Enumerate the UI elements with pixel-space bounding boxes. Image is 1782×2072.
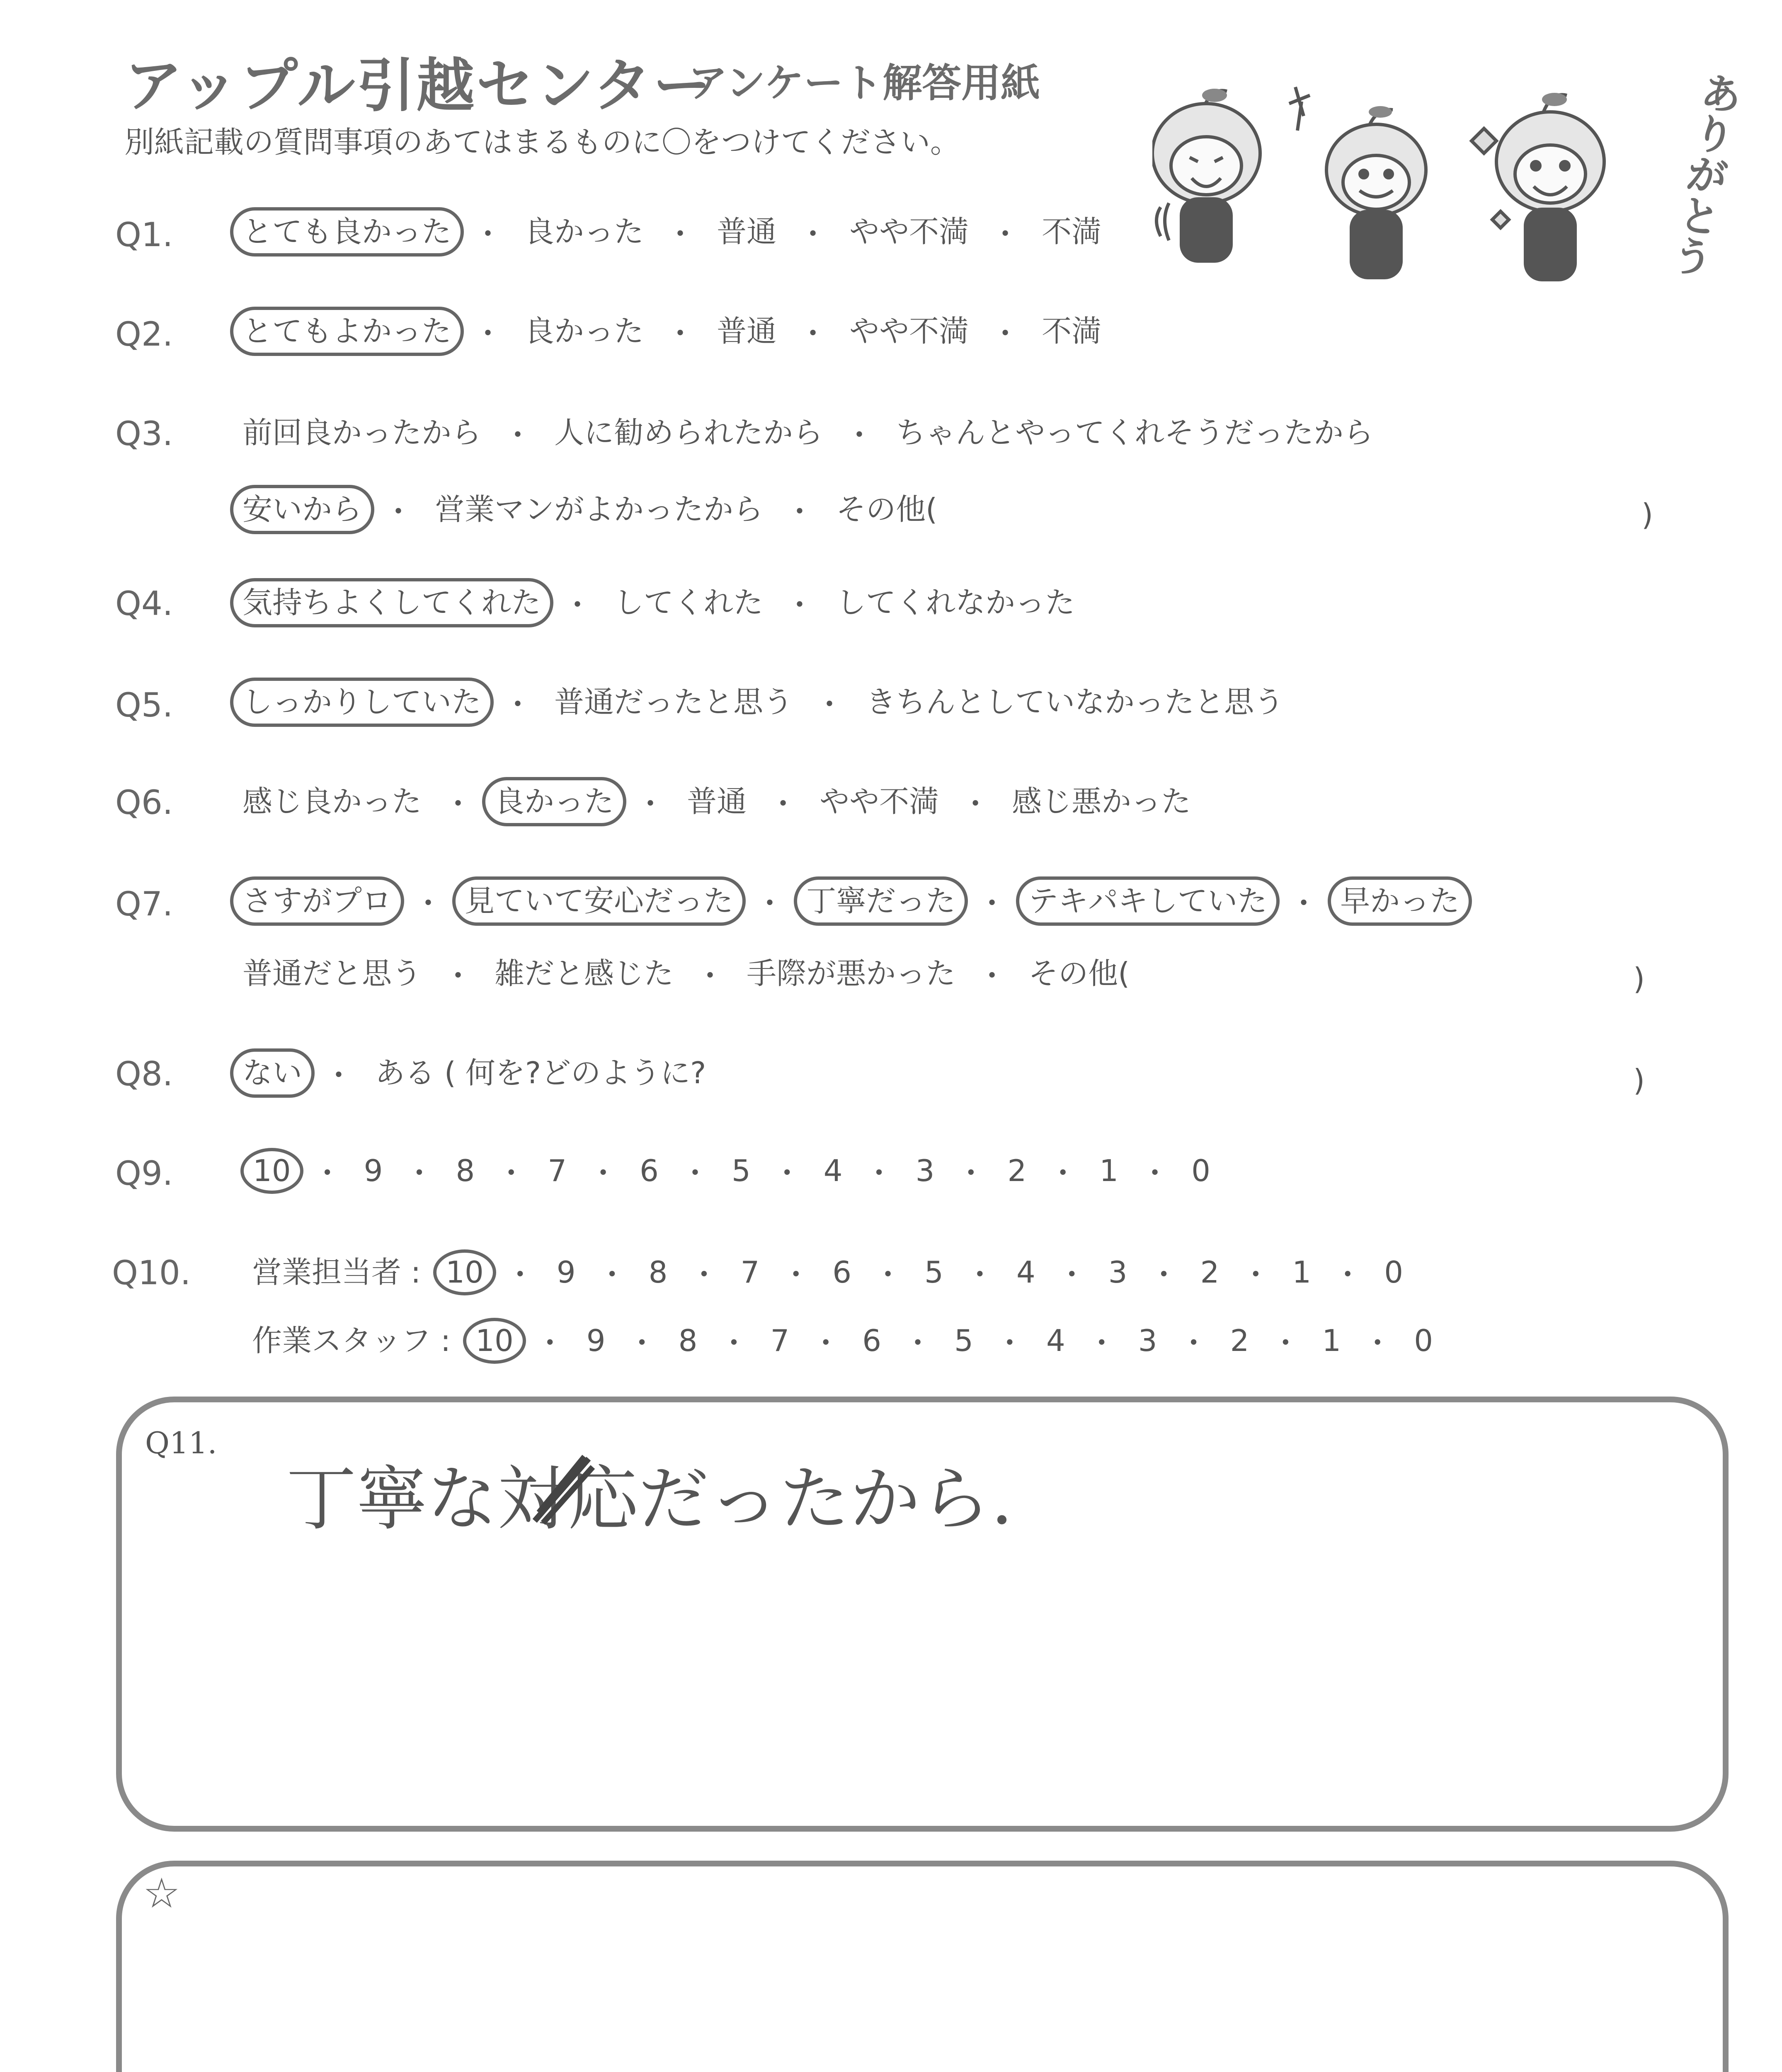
paren-close: )	[1641, 497, 1654, 532]
score[interactable]: 2	[1200, 1255, 1220, 1290]
form-subtitle: アンケート解答用紙	[688, 61, 1040, 106]
score[interactable]: 0	[1191, 1153, 1210, 1188]
option[interactable]: 感じ悪かった	[1012, 784, 1191, 819]
question-label: Q7.	[115, 885, 173, 923]
question-label: Q6.	[115, 783, 173, 822]
option[interactable]: 雑だと感じた	[495, 956, 674, 991]
option[interactable]: 普通	[687, 784, 747, 819]
option[interactable]: 手際が悪かった	[747, 956, 956, 991]
score-circled[interactable]: 10	[433, 1249, 496, 1295]
question-label: Q10.	[112, 1254, 191, 1292]
score[interactable]: 4	[823, 1153, 843, 1188]
option-circled[interactable]: とてもよかった	[230, 307, 464, 356]
option-circled[interactable]: 早かった	[1328, 876, 1472, 926]
option[interactable]: やや不満	[849, 314, 969, 349]
score[interactable]: 6	[832, 1255, 852, 1290]
option[interactable]: 普通だと思う	[242, 956, 422, 991]
q7-options-line2: 普通だと思う ・ 雑だと感じた ・ 手際が悪かった ・ その他(	[230, 949, 1142, 998]
q6-options: 感じ良かった ・ 良かった ・ 普通 ・ やや不満 ・ 感じ悪かった	[230, 777, 1203, 826]
score[interactable]: 2	[1007, 1153, 1027, 1188]
option[interactable]: してくれなかった	[836, 585, 1075, 620]
score[interactable]: 1	[1099, 1153, 1119, 1188]
q3-options-line1: 前回良かったから ・ 人に勧められたから ・ ちゃんとやってくれそうだったから	[230, 408, 1386, 457]
option-circled[interactable]: しっかりしていた	[230, 678, 494, 727]
q10-staff-label: 作業スタッフ :	[252, 1323, 451, 1358]
score[interactable]: 6	[640, 1153, 659, 1188]
option-circled[interactable]: 見ていて安心だった	[452, 876, 746, 926]
option-circled[interactable]: とても良かった	[230, 207, 464, 257]
q11-handwritten-answer: 丁寧な対応だったから.	[286, 1458, 1013, 1540]
option[interactable]: ちゃんとやってくれそうだったから	[896, 415, 1374, 450]
option[interactable]: 人に勧められたから	[554, 415, 823, 450]
option[interactable]: 普通	[717, 314, 777, 349]
score[interactable]: 7	[548, 1153, 567, 1188]
question-label: Q1.	[115, 215, 173, 254]
score[interactable]: 3	[1108, 1255, 1127, 1290]
option[interactable]: 営業マンがよかったから	[435, 492, 764, 527]
option[interactable]: きちんとしていなかったと思う	[866, 685, 1284, 719]
option[interactable]: 感じ良かった	[242, 784, 422, 819]
option-circled[interactable]: 良かった	[482, 777, 626, 826]
score[interactable]: 3	[915, 1153, 935, 1188]
score[interactable]: 6	[862, 1323, 882, 1358]
question-label: Q8.	[115, 1055, 173, 1093]
score[interactable]: 0	[1414, 1323, 1433, 1358]
option[interactable]: 良かった	[524, 214, 644, 249]
mascot-caption: ありがとう	[1662, 68, 1746, 281]
scribble-mark	[526, 1450, 597, 1529]
option-circled[interactable]: さすがプロ	[230, 876, 404, 926]
score-circled[interactable]: 10	[240, 1148, 303, 1194]
score[interactable]: 4	[1046, 1323, 1065, 1358]
option[interactable]: その他(	[1028, 956, 1130, 991]
score[interactable]: 1	[1292, 1255, 1312, 1290]
q10-sales-score-options: 営業担当者 : 10 ・ 9 ・ 8 ・ 7 ・ 6 ・ 5 ・ 4 ・ 3 ・ 2 ・ 1 ・ 0	[249, 1249, 1416, 1295]
option[interactable]: 良かった	[524, 314, 644, 349]
option[interactable]: 不満	[1042, 214, 1102, 249]
option-circled[interactable]: テキパキしていた	[1016, 876, 1280, 926]
star-marker: ☆	[143, 1869, 180, 1917]
option-circled[interactable]: 気持ちよくしてくれた	[230, 578, 553, 627]
option[interactable]: その他(	[836, 492, 938, 527]
paren-close: )	[1633, 1063, 1645, 1098]
score[interactable]: 2	[1230, 1323, 1249, 1358]
q5-options: しっかりしていた ・ 普通だったと思う ・ きちんとしていなかったと思う	[230, 678, 1296, 727]
option[interactable]: 普通	[717, 214, 777, 249]
score[interactable]: 9	[586, 1323, 606, 1358]
q3-options-line2: 安いから ・ 営業マンがよかったから ・ その他(	[230, 485, 950, 534]
score[interactable]: 9	[556, 1255, 576, 1290]
option[interactable]: やや不満	[849, 214, 969, 249]
score[interactable]: 0	[1384, 1255, 1404, 1290]
form-title: アップル引越センター	[124, 52, 713, 120]
q1-options: とても良かった ・ 良かった ・ 普通 ・ やや不満 ・ 不満	[230, 207, 1114, 257]
score[interactable]: 8	[678, 1323, 698, 1358]
q9-score-options: 10 ・ 9 ・ 8 ・ 7 ・ 6 ・ 5 ・ 4 ・ 3 ・ 2 ・ 1 ・ 0	[240, 1148, 1223, 1194]
option-circled[interactable]: 安いから	[230, 485, 374, 534]
monkey-mascot-right	[1472, 93, 1604, 280]
q11-label: Q11.	[145, 1426, 217, 1460]
paren-close: )	[1633, 961, 1645, 996]
score[interactable]: 8	[456, 1153, 475, 1188]
q8-options: ない ・ ある ( 何を?どのように?	[230, 1048, 718, 1098]
monkey-mascot-left	[1152, 89, 1260, 261]
q10-staff-score-options: 作業スタッフ : 10 ・ 9 ・ 8 ・ 7 ・ 6 ・ 5 ・ 4 ・ 3 ・ 2 ・ 1 ・ 0	[249, 1318, 1445, 1364]
monkey-mascot-center	[1289, 87, 1426, 278]
option[interactable]: やや不満	[819, 784, 939, 819]
question-label: Q4.	[115, 584, 173, 623]
question-label: Q2.	[115, 315, 173, 353]
score[interactable]: 5	[954, 1323, 973, 1358]
score[interactable]: 5	[924, 1255, 943, 1290]
q4-options: 気持ちよくしてくれた ・ してくれた ・ してくれなかった	[230, 578, 1087, 627]
score[interactable]: 1	[1322, 1323, 1341, 1358]
instruction-text: 別紙記載の質問事項のあてはまるものに〇をつけてください。	[124, 125, 960, 160]
score[interactable]: 7	[770, 1323, 790, 1358]
monkey-mascots-illustration	[1152, 62, 1704, 294]
score[interactable]: 7	[740, 1255, 760, 1290]
question-label: Q5.	[115, 686, 173, 724]
score-circled[interactable]: 10	[463, 1318, 526, 1364]
score[interactable]: 4	[1016, 1255, 1035, 1290]
question-label: Q3.	[115, 414, 173, 453]
option[interactable]: してくれた	[614, 585, 764, 620]
comment-box[interactable]	[116, 1861, 1729, 2072]
option[interactable]: 不満	[1042, 314, 1102, 349]
score[interactable]: 5	[731, 1153, 751, 1188]
q7-options-line1: さすがプロ ・ 見ていて安心だった ・ 丁寧だった ・ テキパキしていた ・ 早かった	[230, 876, 1472, 926]
question-label: Q9.	[115, 1154, 173, 1193]
option-circled[interactable]: ない	[230, 1048, 315, 1098]
score[interactable]: 8	[648, 1255, 668, 1290]
q10-sales-label: 営業担当者 :	[252, 1255, 421, 1290]
option-circled[interactable]: 丁寧だった	[794, 876, 968, 926]
option[interactable]: ある ( 何を?どのように?	[375, 1055, 706, 1090]
q2-options: とてもよかった ・ 良かった ・ 普通 ・ やや不満 ・ 不満	[230, 307, 1114, 356]
option[interactable]: 普通だったと思う	[554, 685, 793, 719]
score[interactable]: 3	[1138, 1323, 1157, 1358]
option[interactable]: 前回良かったから	[242, 415, 482, 450]
score[interactable]: 9	[364, 1153, 383, 1188]
